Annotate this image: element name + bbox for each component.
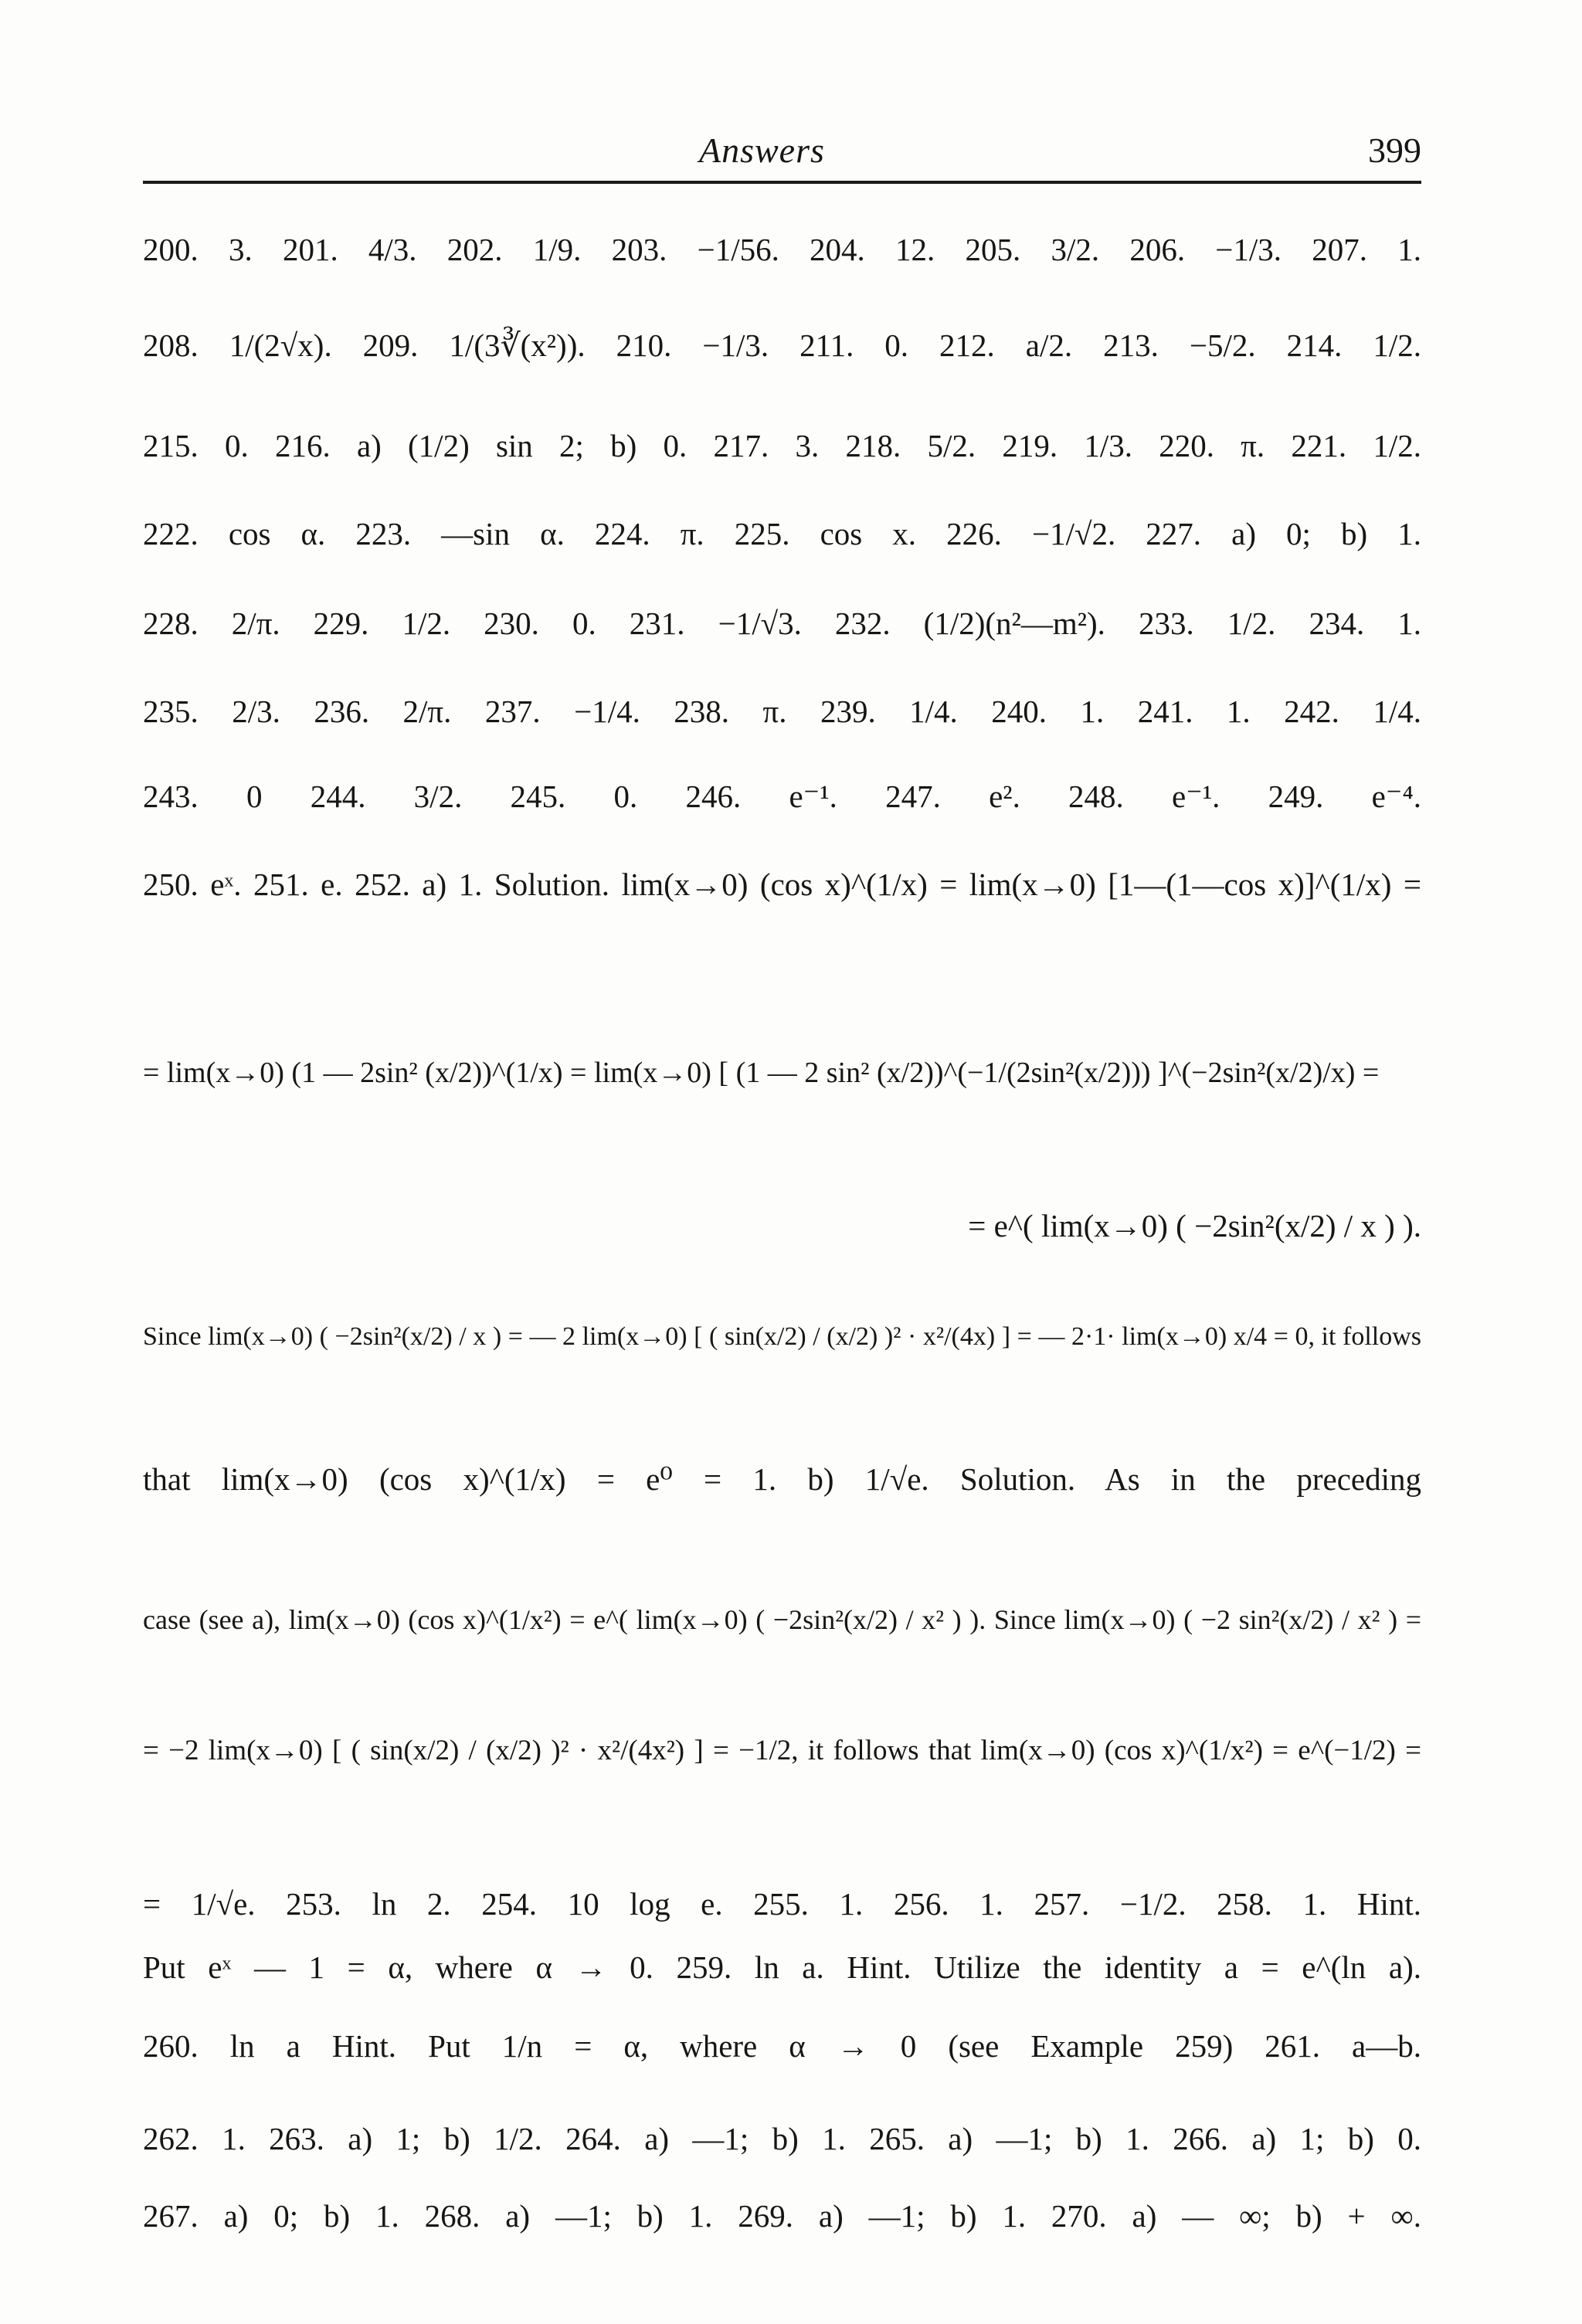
hint-258-259: Put eˣ — 1 = α, where α → 0. 259. ln a. Hint. Utilize the identity a = e^(ln a). (143, 1949, 1421, 1985)
header-rule (143, 181, 1421, 184)
answers-line-235-242: 235. 2/3. 236. 2/π. 237. −1/4. 238. π. 239. 1/4. 240. 1. 241. 1. 242. 1/4. (143, 694, 1421, 729)
answers-line-215-221: 215. 0. 216. a) (1/2) sin 2; b) 0. 217. 3. 218. 5/2. 219. 1/3. 220. π. 221. 1/2. (143, 428, 1421, 463)
solution-252a-step-3: Since lim(x→0) ( −2sin²(x/2) / x ) = — 2 lim(x→0) [ ( sin(x/2) / (x/2) )² · x²/(4x) ] = — 2·1· lim(x→0) x/4 = 0, it follows (143, 1322, 1421, 1351)
answers-line-267-270: 267. a) 0; b) 1. 268. a) —1; b) 1. 269. a) —1; b) 1. 270. a) — ∞; b) + ∞. (143, 2198, 1421, 2234)
answers-line-208-214: 208. 1/(2√x). 209. 1/(3∛(x²)). 210. −1/3. 211. 0. 212. a/2. 213. −5/2. 214. 1/2. (143, 327, 1421, 363)
page-number: 399 (1368, 131, 1421, 170)
answers-line-253-258: = 1/√e. 253. ln 2. 254. 10 log e. 255. 1. 256. 1. 257. −1/2. 258. 1. Hint. (143, 1886, 1421, 1922)
answers-line-200-207: 200. 3. 201. 4/3. 202. 1/9. 203. −1/56. 204. 12. 205. 3/2. 206. −1/3. 207. 1. (143, 232, 1421, 267)
solution-252b-step-1: case (see a), lim(x→0) (cos x)^(1/x²) = e^( lim(x→0) ( −2sin²(x/2) / x² ) ). Since lim(x→0) ( −2 sin²(x/2) / x² ) = (143, 1604, 1421, 1635)
hint-260-261: 260. ln a Hint. Put 1/n = α, where α → 0 (see Example 259) 261. a—b. (143, 2028, 1421, 2064)
solution-252a-step-2: = e^( lim(x→0) ( −2sin²(x/2) / x ) ). (968, 1208, 1421, 1243)
answers-line-250-252: 250. eˣ. 251. e. 252. a) 1. Solution. lim(x→0) (cos x)^(1/x) = lim(x→0) [1—(1—cos x)]^(1/x) = (143, 867, 1421, 902)
page-header (143, 130, 1421, 178)
answers-line-243-249: 243. 0 244. 3/2. 245. 0. 246. e⁻¹. 247. e². 248. e⁻¹. 249. e⁻⁴. (143, 779, 1421, 814)
answers-line-228-234: 228. 2/π. 229. 1/2. 230. 0. 231. −1/√3. 232. (1/2)(n²—m²). 233. 1/2. 234. 1. (143, 606, 1421, 641)
solution-252a-step-1: = lim(x→0) (1 — 2sin² (x/2))^(1/x) = lim(x→0) [ (1 — 2 sin² (x/2))^(−1/(2sin²(x/2))) ]^(−2sin²(x/2)/x) = (143, 1057, 1380, 1089)
answers-line-222-227: 222. cos α. 223. —sin α. 224. π. 225. cos x. 226. −1/√2. 227. a) 0; b) 1. (143, 516, 1421, 551)
answers-line-262-266: 262. 1. 263. a) 1; b) 1/2. 264. a) —1; b) 1. 265. a) —1; b) 1. 266. a) 1; b) 0. (143, 2121, 1421, 2156)
solution-252b-intro: that lim(x→0) (cos x)^(1/x) = e⁰ = 1. b) 1/√e. Solution. As in the preceding (143, 1461, 1421, 1497)
running-title: Answers (699, 131, 825, 170)
solution-252b-step-2: = −2 lim(x→0) [ ( sin(x/2) / (x/2) )² · x²/(4x²) ] = −1/2, it follows that lim(x→0) (cos x)^(1/x²) = e^(−1/2) = (143, 1735, 1421, 1766)
